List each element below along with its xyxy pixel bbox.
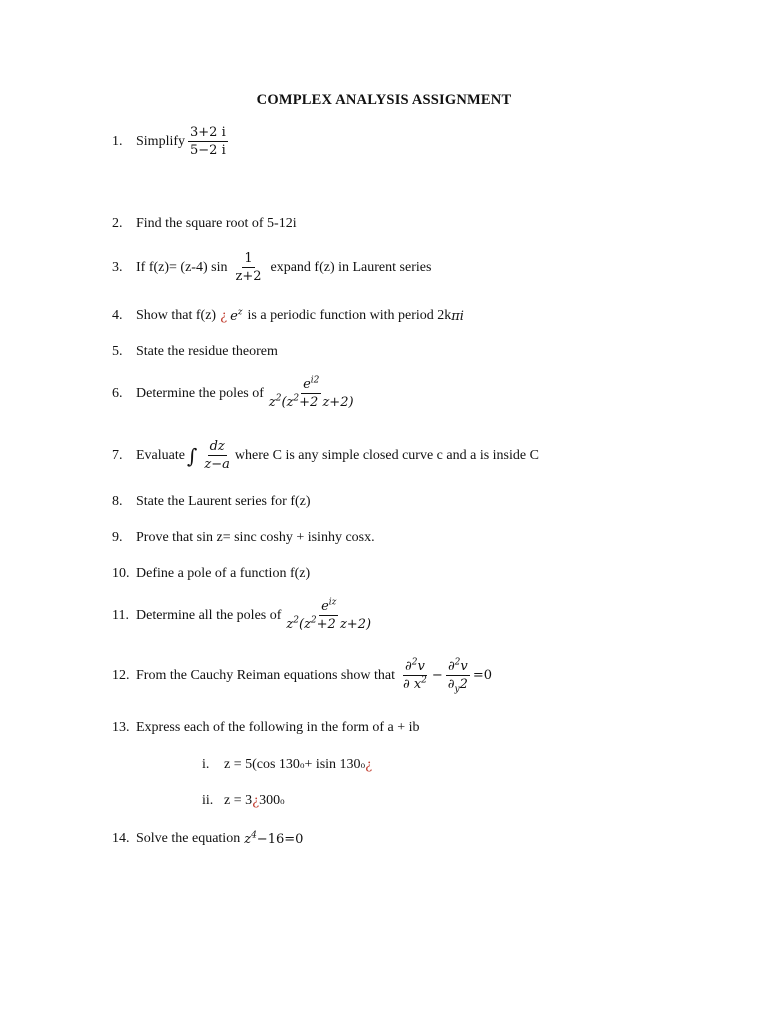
sup: 4 xyxy=(251,830,257,841)
fraction xyxy=(233,252,263,283)
fraction-numerator: 1 xyxy=(244,251,253,266)
partial-symbol: ∂ xyxy=(447,677,455,692)
question-8 xyxy=(112,494,311,510)
num-sup: 2 xyxy=(454,657,461,668)
question-text: is a periodic function with period 2k xyxy=(247,308,452,323)
den-tail: 2 xyxy=(459,677,468,692)
subitem-text: z = 5(cos 130 xyxy=(224,757,300,772)
question-number: 12. xyxy=(112,667,130,683)
question-number: 9. xyxy=(112,530,123,545)
den-base: z xyxy=(286,617,294,632)
question-3 xyxy=(112,252,431,283)
equals-zero: =0 xyxy=(472,668,493,683)
den-base: z xyxy=(268,395,276,410)
fraction-numerator: 3+2 i xyxy=(190,125,226,140)
question-text: where C is any simple closed curve c and a is inside C xyxy=(234,447,539,463)
partial-symbol: ∂ xyxy=(405,659,412,674)
subitem-text: + isin 130 xyxy=(304,757,361,772)
symbol: ¿ xyxy=(365,757,373,773)
num-var: v xyxy=(417,659,425,674)
question-number: 7. xyxy=(112,447,123,463)
fraction-denominator: 5−2 i xyxy=(190,143,226,158)
fraction xyxy=(401,657,429,692)
fraction-numerator xyxy=(446,657,470,676)
question-10 xyxy=(112,566,310,582)
question-text: Show that f(z) xyxy=(136,308,217,323)
question-number: 6. xyxy=(112,385,123,401)
symbol: ¿ xyxy=(252,793,260,809)
num-sup: iz xyxy=(328,597,337,608)
num-base: e xyxy=(303,377,311,392)
subitem-i: i. z = 5(cos 130 o + isin 130 o ¿ xyxy=(202,757,373,773)
question-number: 4. xyxy=(112,308,123,323)
fraction-denominator: z−a xyxy=(204,457,230,472)
fraction xyxy=(188,126,228,157)
question-text: State the residue theorem xyxy=(136,344,278,359)
fraction-numerator: dz xyxy=(209,439,225,454)
fraction-denominator xyxy=(267,394,356,409)
math-term xyxy=(230,309,242,324)
question-text: Define a pole of a function f(z) xyxy=(136,566,311,581)
den-tail: +2 z+2) xyxy=(316,617,372,632)
num-sup: 2 xyxy=(411,657,418,668)
den-sup2: 2 xyxy=(293,393,300,404)
partial-symbol: ∂ xyxy=(447,659,455,674)
integral-sign: ∫ xyxy=(186,443,198,468)
fraction-denominator xyxy=(446,676,470,695)
question-text: Find the square root of 5-12i xyxy=(136,216,297,231)
question-1 xyxy=(112,126,231,157)
question-text: Simplify xyxy=(136,133,186,149)
subitem-text: z = 3 xyxy=(224,793,253,808)
question-12 xyxy=(112,657,493,695)
fraction-numerator xyxy=(301,375,321,394)
question-4 xyxy=(112,308,464,324)
question-text: From the Cauchy Reiman equations show that xyxy=(136,667,395,683)
num-var: v xyxy=(460,659,468,674)
question-text: State the Laurent series for f(z) xyxy=(136,494,311,509)
question-number: 5. xyxy=(112,344,123,359)
symbol: ¿ xyxy=(220,308,228,324)
minus-sign: − xyxy=(431,668,443,683)
math-term xyxy=(244,832,257,847)
question-text: Prove that sin z= sinc coshy + isinhy cosx. xyxy=(136,530,375,545)
math-term: −16=0 xyxy=(256,831,304,847)
exp-base: e xyxy=(230,308,238,324)
den-sup: 2 xyxy=(275,393,282,404)
fraction xyxy=(267,375,356,410)
num-sup: i2 xyxy=(310,375,320,386)
fraction xyxy=(202,440,232,471)
question-2 xyxy=(112,216,297,232)
fraction xyxy=(284,597,373,632)
question-text: Solve the equation xyxy=(136,831,241,846)
question-number: 14. xyxy=(112,831,130,846)
fraction xyxy=(446,657,470,695)
subitem-text: 300 xyxy=(259,793,281,808)
base: z xyxy=(244,831,252,847)
question-14 xyxy=(112,831,303,847)
question-number: 8. xyxy=(112,494,123,509)
subitem-number: i. xyxy=(202,757,210,772)
question-5 xyxy=(112,344,278,360)
den-sub: y xyxy=(454,684,460,695)
den-tail: +2 z+2) xyxy=(299,395,354,410)
math-term: πi xyxy=(451,308,464,324)
question-number: 1. xyxy=(112,133,123,149)
den-sup: 2 xyxy=(293,615,299,626)
question-number: 3. xyxy=(112,259,123,275)
question-text: Determine the poles of xyxy=(136,385,264,401)
question-7 xyxy=(112,440,539,471)
question-9 xyxy=(112,530,375,546)
question-text: If f(z)= (z-4) sin xyxy=(136,259,228,275)
subitem-number: ii. xyxy=(202,793,214,808)
question-text: Express each of the following in the form of a + ib xyxy=(136,720,420,735)
fraction-denominator: z+2 xyxy=(235,269,262,284)
question-11 xyxy=(112,597,376,632)
page-title: COMPLEX ANALYSIS ASSIGNMENT xyxy=(256,92,512,108)
fraction-denominator xyxy=(284,616,373,631)
fraction-numerator xyxy=(403,657,427,676)
den-sup2: 2 xyxy=(310,615,317,626)
question-number: 10. xyxy=(112,566,130,581)
question-number: 13. xyxy=(112,720,130,735)
question-6 xyxy=(112,375,359,410)
question-text: expand f(z) in Laurent series xyxy=(270,259,432,275)
question-number: 2. xyxy=(112,216,123,231)
question-text: Determine all the poles of xyxy=(136,607,282,623)
question-number: 11. xyxy=(112,607,129,623)
den-rest: (z xyxy=(299,617,311,632)
den-sup: 2 xyxy=(421,675,427,686)
fraction-denominator xyxy=(401,676,429,691)
den-rest: (z xyxy=(281,395,294,410)
num-base: e xyxy=(321,599,329,614)
exp-sup: z xyxy=(237,307,243,318)
question-text: Evaluate xyxy=(136,447,185,463)
fraction-numerator xyxy=(319,597,338,616)
subitem-ii: ii. z = 3 ¿ 300 o xyxy=(202,793,285,809)
question-13 xyxy=(112,720,420,736)
den-text: ∂ x xyxy=(402,677,422,692)
